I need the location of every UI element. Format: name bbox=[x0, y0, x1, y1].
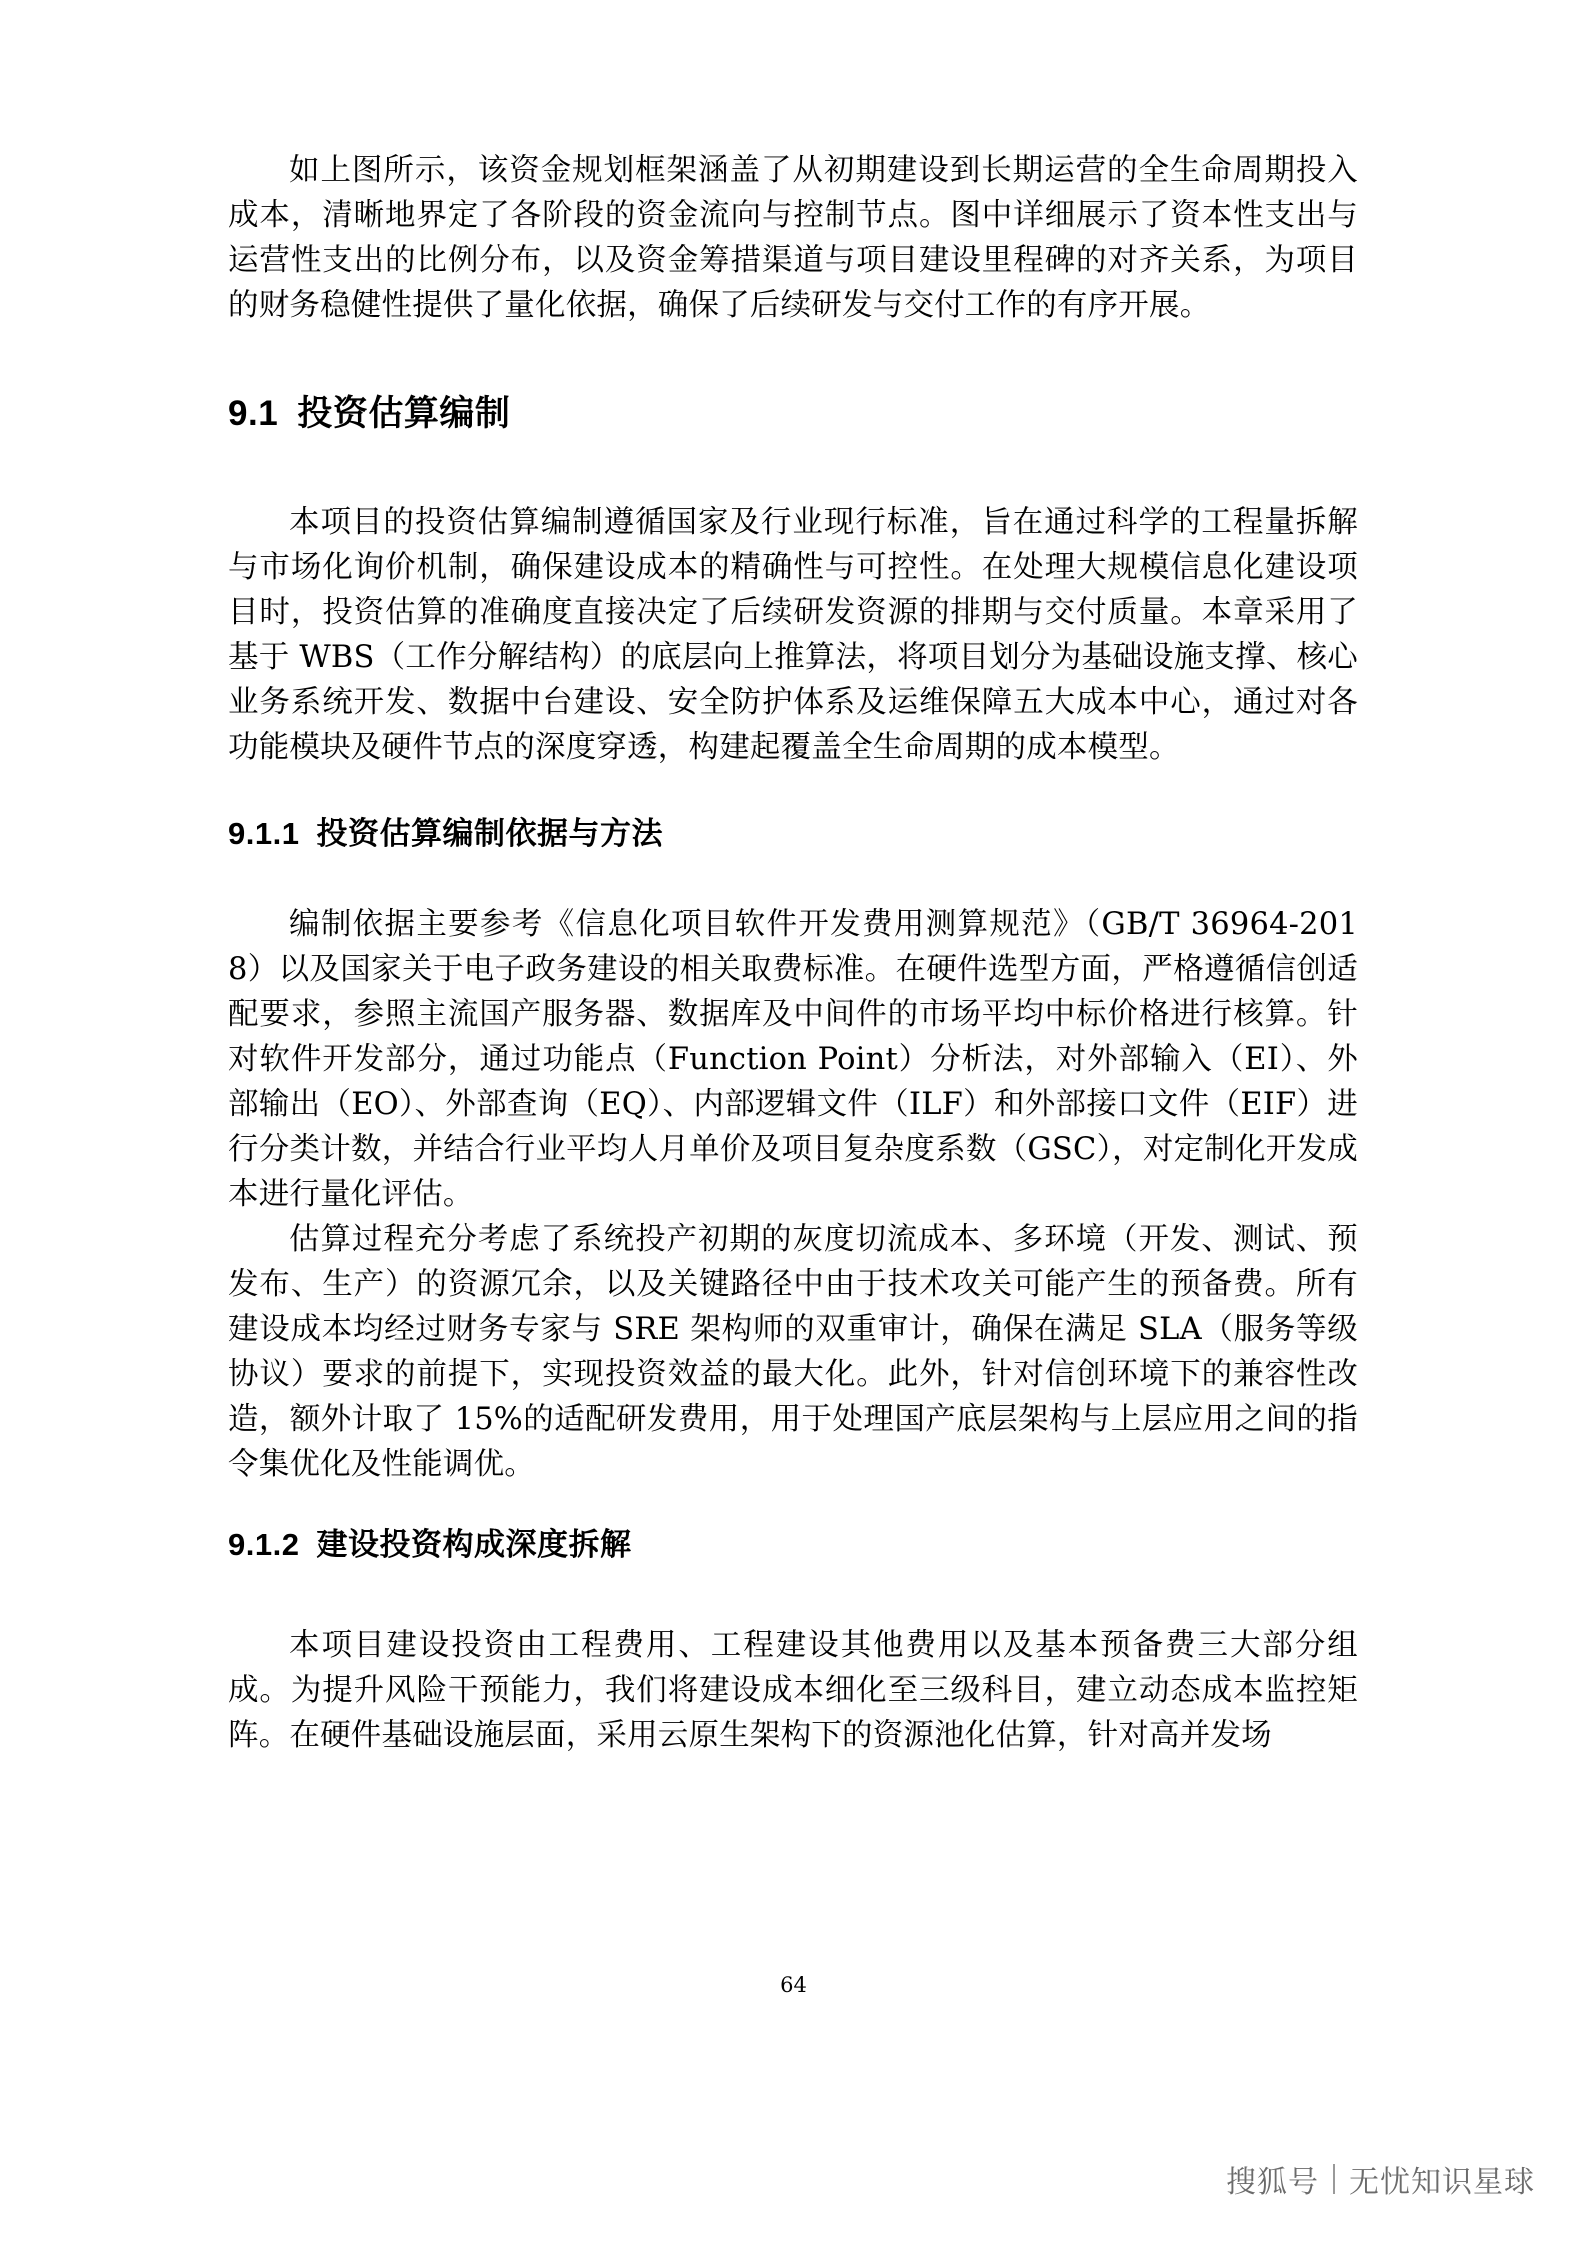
heading-9-1-2 bbox=[228, 1523, 1358, 1567]
heading-9-1-number: 9.1 bbox=[228, 394, 279, 433]
heading-9-1-2-title: 建设投资构成深度拆解 bbox=[316, 1527, 632, 1562]
heading-9-1-1-number: 9.1.1 bbox=[228, 816, 300, 851]
heading-9-1-1-title: 投资估算编制依据与方法 bbox=[316, 816, 663, 851]
paragraph-9-1-2: 本项目建设投资由工程费用、工程建设其他费用以及基本预备费三大部分组成。为提升风险干预能力，我们将建设成本细化至三级科目，建立动态成本监控矩阵。在硬件基础设施层面，采用云原生架构下的资源池化估算，针对高并发场 bbox=[228, 1628, 1358, 1753]
paragraph-9-1-1-first: 编制依据主要参考《信息化项目软件开发费用测算规范》（GB/T 36964-2018）以及国家关于电子政务建设的相关取费标准。在硬件选型方面，严格遵循信创适配要求，参照主流国产服务器、数据库及中间件的市场平均中标价格进行核算。针对软件开发部分，通过功能点（Function Point）分析法，对外部输入（EI）、外部输出（EO）、外部查询（EQ）、内部逻辑文件（ILF）和外部接口文件（EIF）进行分类计数，并结合行业平均人月单价及项目复杂度系数（GSC），对定制化开发成本进行量化评估。 bbox=[228, 907, 1358, 1212]
heading-9-1-title: 投资估算编制 bbox=[297, 394, 511, 433]
watermark-platform: 搜狐号 bbox=[1226, 2166, 1319, 2199]
heading-9-1-1 bbox=[228, 812, 1358, 856]
heading-9-1 bbox=[228, 390, 1358, 438]
paragraph-9-1-1-second: 估算过程充分考虑了系统投产初期的灰度切流成本、多环境（开发、测试、预发布、生产）的资源冗余，以及关键路径中由于技术攻关可能产生的预备费。所有建设成本均经过财务专家与 SRE 架构师的双重审计，确保在满足 SLA（服务等级协议）要求的前提下，实现投资效益的最大化。此外，针对信创环境下的兼容性改造，额外计取了 15%的适配研发费用，用于处理国产底层架构与上层应用之间的指令集优化及性能调优。 bbox=[228, 1222, 1358, 1482]
spacer-after-section-9-1-2 bbox=[228, 1567, 1358, 1623]
spacer-before-section-9-1-2 bbox=[228, 1487, 1358, 1523]
spacer-before-section-9-1-1 bbox=[228, 770, 1358, 812]
watermark bbox=[1226, 2157, 1535, 2201]
page-content bbox=[228, 0, 1358, 1758]
spacer-before-section-9-1 bbox=[228, 328, 1358, 390]
watermark-account: 无忧知识星球 bbox=[1349, 2166, 1535, 2199]
heading-9-1-2-number: 9.1.2 bbox=[228, 1527, 300, 1562]
top-spacer bbox=[228, 0, 1358, 148]
intro-paragraph: 如上图所示，该资金规划框架涵盖了从初期建设到长期运营的全生命周期投入成本，清晰地界定了各阶段的资金流向与控制节点。图中详细展示了资本性支出与运营性支出的比例分布，以及资金筹措渠道与项目建设里程碑的对齐关系，为项目的财务稳健性提供了量化依据，确保了后续研发与交付工作的有序开展。 bbox=[228, 153, 1358, 323]
page-number: 64 bbox=[780, 1973, 807, 1997]
watermark-separator-icon bbox=[1333, 2164, 1335, 2194]
spacer-after-section-9-1 bbox=[228, 438, 1358, 500]
paragraph-9-1: 本项目的投资估算编制遵循国家及行业现行标准，旨在通过科学的工程量拆解与市场化询价机制，确保建设成本的精确性与可控性。在处理大规模信息化建设项目时，投资估算的准确度直接决定了后续研发资源的排期与交付质量。本章采用了基于 WBS（工作分解结构）的底层向上推算法，将项目划分为基础设施支撑、核心业务系统开发、数据中台建设、安全防护体系及运维保障五大成本中心，通过对各功能模块及硬件节点的深度穿透，构建起覆盖全生命周期的成本模型。 bbox=[228, 505, 1358, 765]
spacer-after-section-9-1-1 bbox=[228, 856, 1358, 902]
